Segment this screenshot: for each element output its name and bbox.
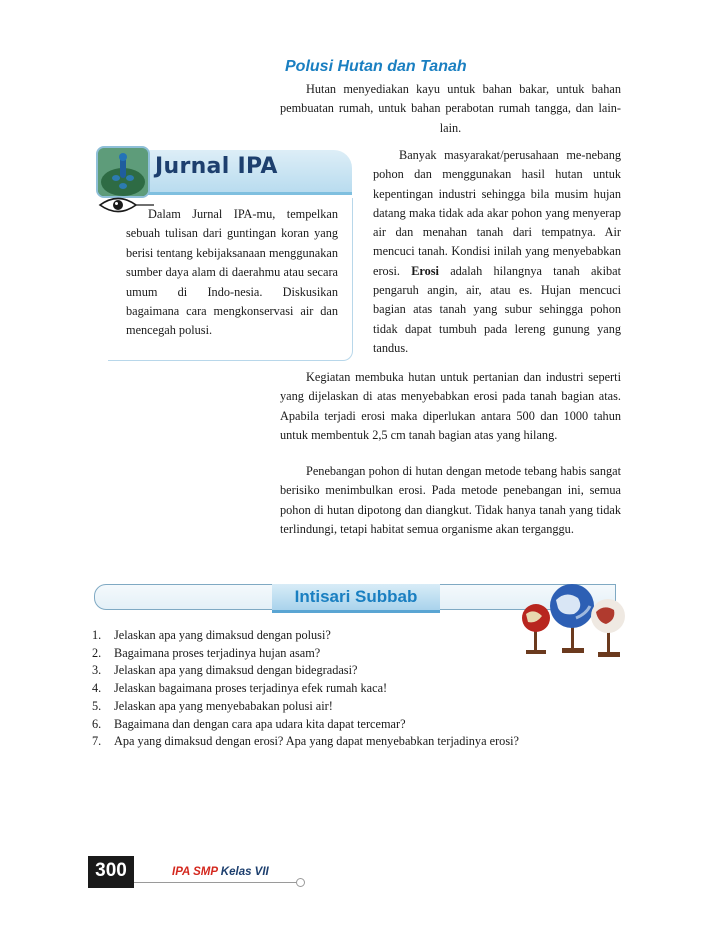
list-item: 5. Jelaskan apa yang menyebabakan polusi air!	[92, 698, 333, 713]
footer-dot	[296, 878, 305, 887]
section-title: Polusi Hutan dan Tanah	[285, 58, 467, 75]
jurnal-title: Jurnal IPA	[155, 154, 278, 179]
footer-book-label: IPA SMP Kelas VII	[172, 866, 269, 878]
list-item: 7. Apa yang dimaksud dengan erosi? Apa yang dapat menyebabkan terjadinya erosi?	[92, 734, 519, 749]
list-item: 6. Bagaimana dan dengan cara apa udara kita dapat tercemar?	[92, 716, 406, 731]
list-item: 3. Jelaskan apa yang dimaksud dengan bidegradasi?	[92, 663, 358, 678]
intisari-title: Intisari Subbab	[294, 587, 418, 606]
footer-divider	[134, 882, 298, 883]
list-item: 2. Bagaimana proses terjadinya hujan asam?	[92, 645, 321, 660]
term-erosi: Erosi	[411, 263, 439, 278]
paragraph-3: Kegiatan membuka hutan untuk pertanian dan industri seperti yang dijelaskan di atas menyebabkan erosi pada tanah bagian atas. Apabila terjadi erosi maka diperlukan antara 500 dan 1000 tahun untuk membentuk 2,5 cm tanah bagian atas yang hilang.	[280, 370, 621, 442]
paragraph-2: Banyak masyarakat/perusahaan me-nebang pohon dan menggunakan hasil hutan untuk kepentingan industri sehingga bila musim hujan datang maka tidak ada akar pohon yang menyerap air dan menahan tanah dari tempatnya. Air mencuci tanah. Kondisi inilah yang menyebabkan erosi. Erosi adalah hilangnya tanah akibat pengaruh angin, air, atau es. Hujan mencuci bagian atas tanah yang subur sehingga pohon tidak dapat tumbuh pada lereng gunung yang tandus.	[373, 148, 622, 355]
paragraph-4: Penebangan pohon di hutan dengan metode tebang habis sangat berisiko menimbulkan erosi. Pada metode penebangan ini, semua pohon di hutan dipotong dan diangkut. Tidak hanya tanah yang tidak terlindungi, tetapi habitat semua organisme akan terganggu.	[280, 464, 621, 536]
page-number: 300	[95, 860, 127, 881]
list-item: 1. Jelaskan apa yang dimaksud dengan polusi?	[92, 628, 331, 642]
paragraph-1: Hutan menyediakan kayu untuk bahan bakar, untuk bahan pembuatan rumah, untuk bahan perabotan rumah tangga, dan lain-lain.	[280, 82, 621, 135]
question-list	[92, 627, 632, 751]
jurnal-text: Dalam Jurnal IPA-mu, tempelkan sebuah tulisan dari guntingan koran yang berisi tentang kebijaksanaan menggunakan sumber daya alam di daerahmu atau secara umum di Indo-nesia. Diskusikan bagaimana cara mengkonservasi air dan mencegah polusi.	[126, 207, 338, 338]
peacock-photo-icon	[96, 146, 150, 198]
list-item: 4. Jelaskan bagaimana proses terjadinya efek rumah kaca!	[92, 681, 388, 696]
